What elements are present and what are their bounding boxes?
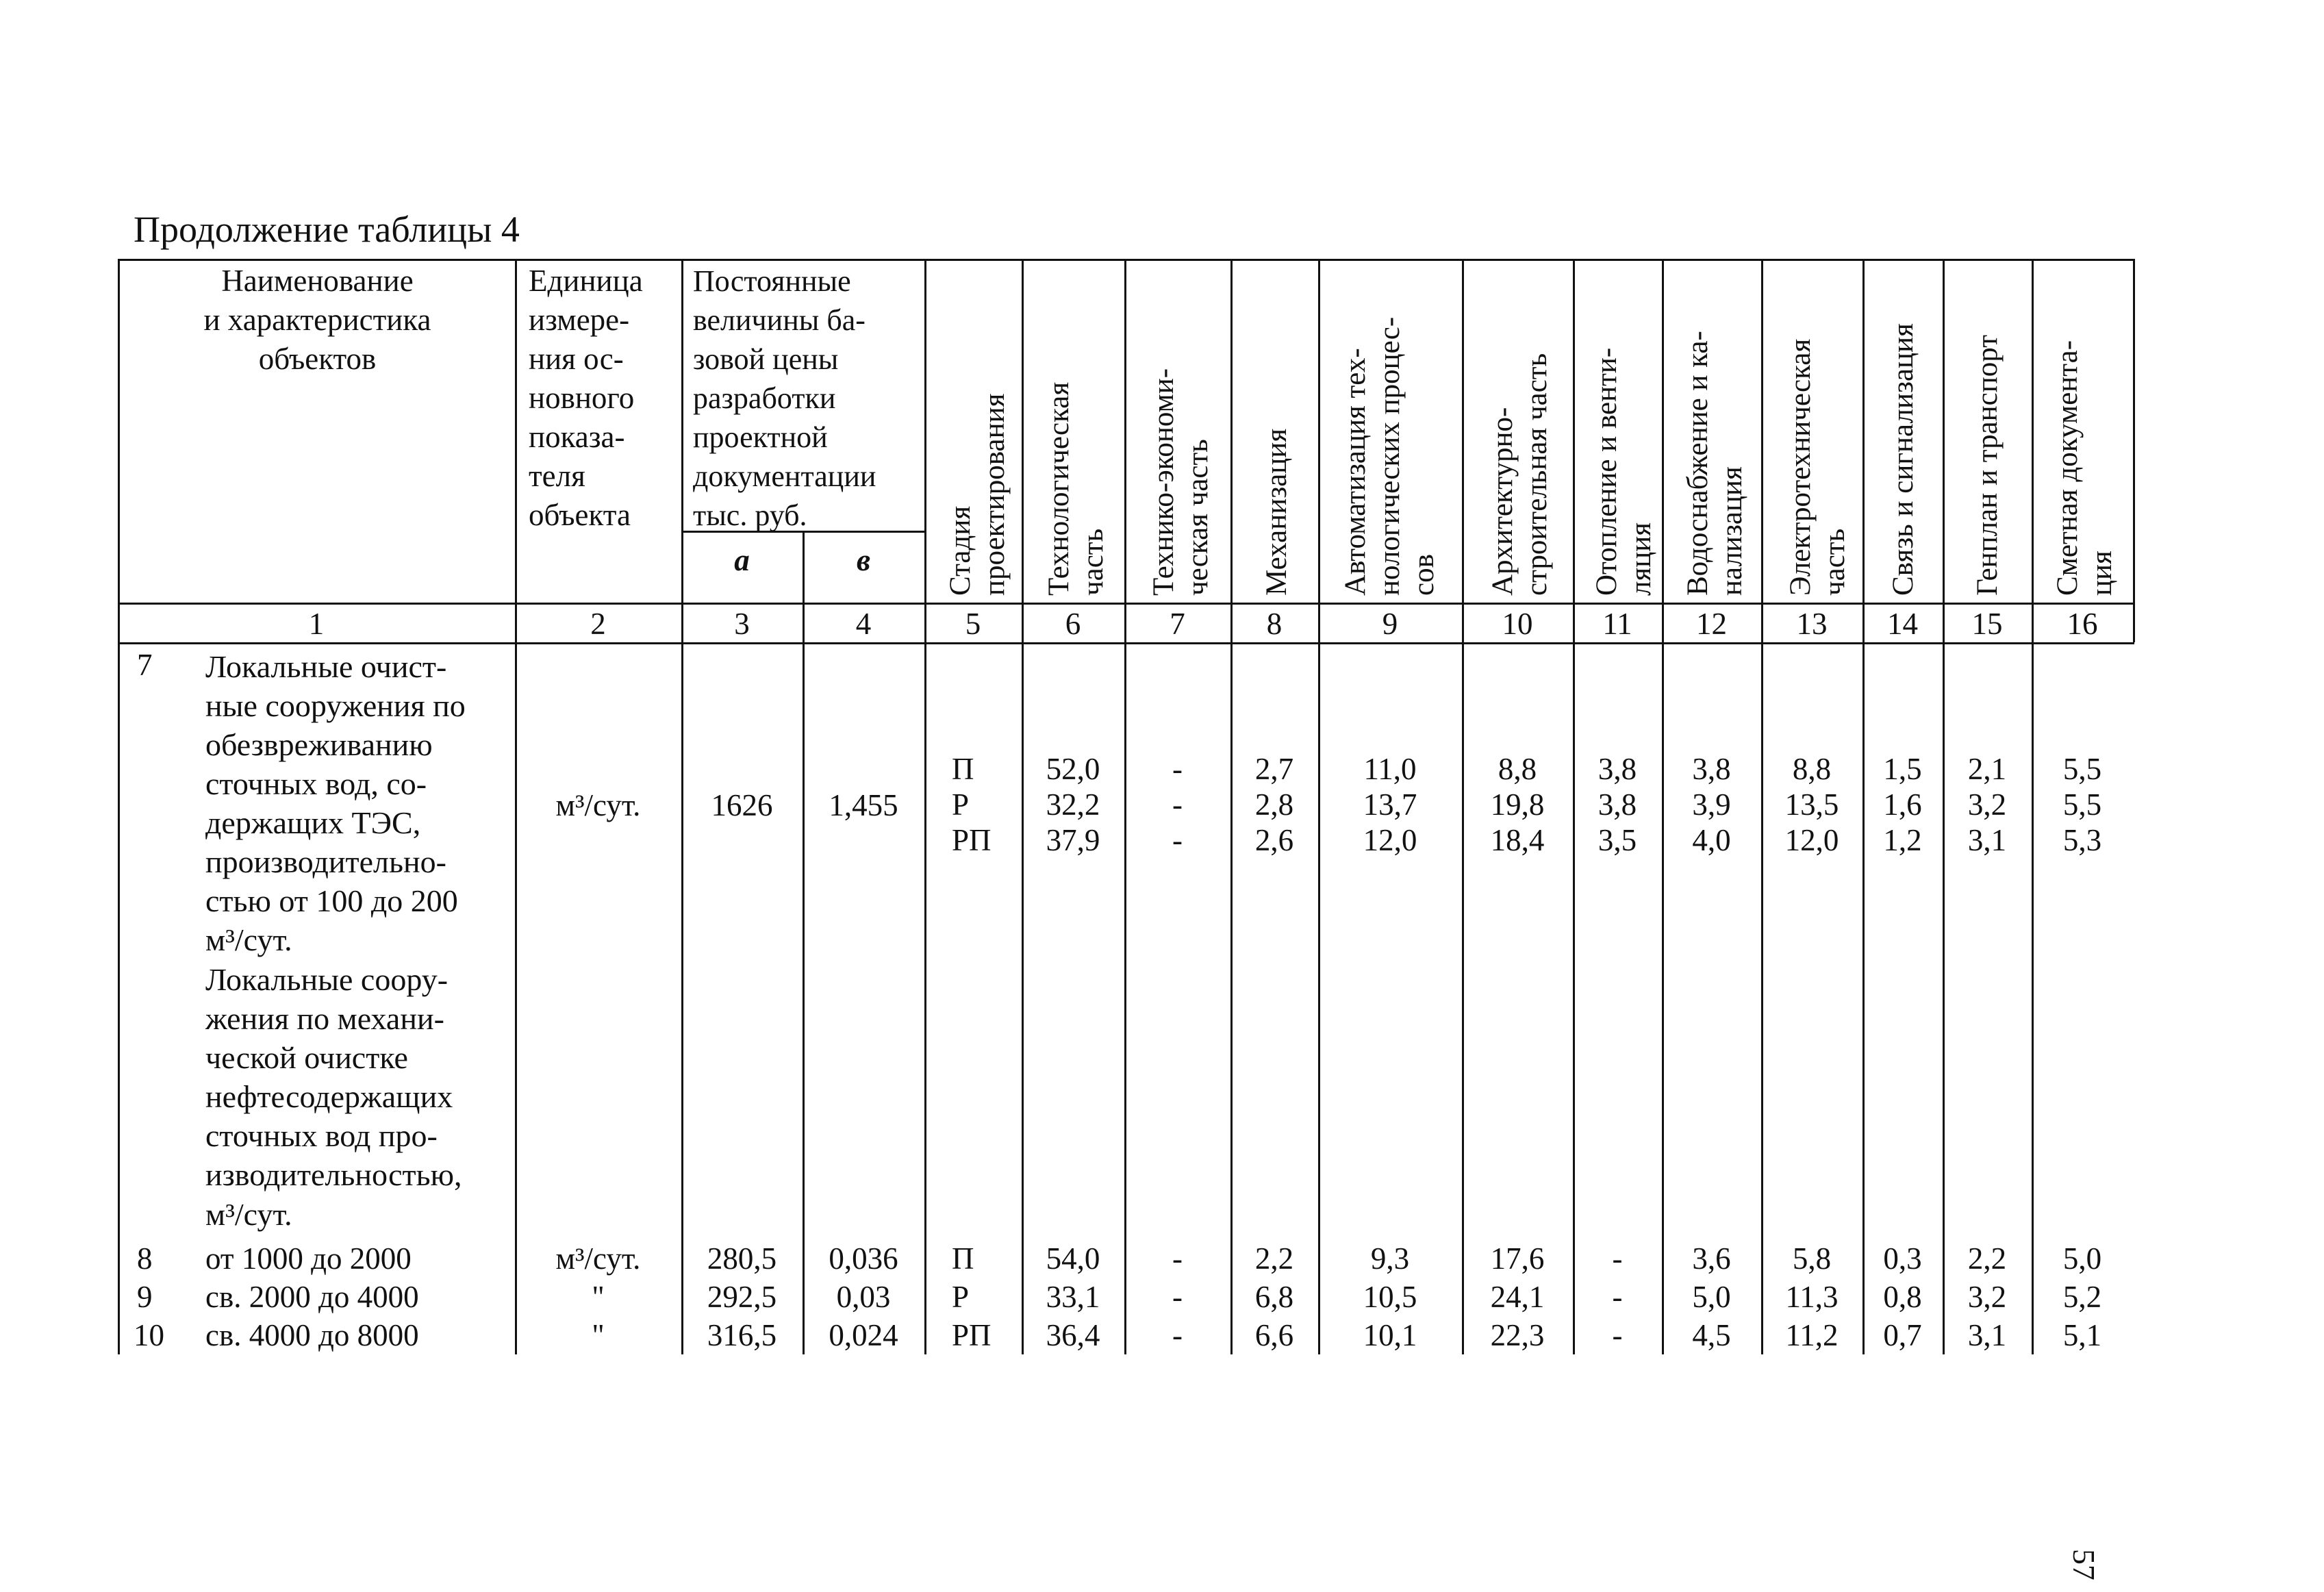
value: 2,8 [1254, 787, 1294, 822]
value-b: 0,024 [829, 1318, 898, 1352]
value-col13 [1761, 751, 1862, 858]
value: - [1172, 1318, 1183, 1352]
header-electrical: Электротехническая часть [1784, 338, 1851, 596]
value: 3,9 [1692, 787, 1731, 822]
stage-value: П [952, 752, 974, 786]
value: 2,6 [1254, 823, 1294, 857]
value: 3,2 [1967, 787, 2007, 822]
value: - [1172, 787, 1183, 822]
header-tech-economic: Технико-экономи- ческая часть [1148, 368, 1214, 596]
column-number: 11 [1602, 607, 1632, 641]
column-number: 9 [1382, 607, 1398, 641]
value: 36,4 [1046, 1318, 1100, 1352]
value: 4,0 [1692, 823, 1731, 857]
value: 18,4 [1490, 823, 1545, 857]
value: 3,1 [1967, 1318, 2007, 1352]
value: 5,8 [1792, 1241, 1832, 1276]
column-number: 4 [855, 607, 872, 641]
unit-cell: " [592, 1318, 605, 1352]
value-b: 0,036 [829, 1241, 898, 1276]
row-number: 9 [137, 1280, 153, 1314]
value-a: 280,5 [707, 1241, 777, 1276]
header-estimate: Сметная документа- ция [2051, 340, 2118, 596]
value: 3,5 [1597, 823, 1637, 857]
value-b: 1,455 [829, 788, 898, 822]
stage-value: РП [952, 1318, 992, 1352]
value: 10,5 [1363, 1280, 1417, 1314]
value: 3,2 [1967, 1280, 2007, 1314]
column-number: 2 [590, 607, 606, 641]
stage-cell [952, 751, 992, 858]
value: - [1172, 1241, 1183, 1276]
value: - [1612, 1318, 1623, 1352]
value: 8,8 [1792, 752, 1832, 786]
value: 1,2 [1883, 823, 1922, 857]
header-water: Водоснабжение и ка- нализация [1682, 331, 1748, 596]
value: 2,2 [1967, 1241, 2007, 1276]
value: 17,6 [1490, 1241, 1545, 1276]
stage-value: Р [952, 787, 970, 822]
value: 3,8 [1597, 752, 1637, 786]
value: 9,3 [1370, 1241, 1410, 1276]
object-name: от 1000 до 2000 [205, 1241, 412, 1276]
row-number: 10 [134, 1318, 164, 1352]
value: 6,8 [1254, 1280, 1294, 1314]
column-number: 10 [1502, 607, 1533, 641]
header-general-plan: Генплан и транспорт [1971, 335, 2004, 596]
unit-cell: м³/сут. [555, 788, 641, 822]
value: 24,1 [1490, 1280, 1545, 1314]
value-col10 [1462, 751, 1573, 858]
value: 22,3 [1490, 1318, 1545, 1352]
value-col9 [1318, 751, 1462, 858]
value-b: 0,03 [836, 1280, 891, 1314]
column-number: 16 [2067, 607, 2098, 641]
header-sub-a: а [734, 543, 750, 577]
header-heating: Отопление и венти- ляция [1591, 347, 1657, 596]
value: 2,1 [1967, 752, 2007, 786]
value: - [1172, 752, 1183, 786]
value: 3,1 [1967, 823, 2007, 857]
value: 12,0 [1363, 823, 1417, 857]
value: 13,5 [1784, 787, 1839, 822]
value-col11 [1573, 751, 1662, 858]
column-number: 8 [1266, 607, 1283, 641]
value: 0,3 [1883, 1241, 1922, 1276]
value-col12 [1662, 751, 1761, 858]
column-number: 12 [1696, 607, 1727, 641]
value: 4,5 [1692, 1318, 1731, 1352]
column-number: 1 [308, 607, 325, 641]
value: 5,0 [2062, 1241, 2102, 1276]
object-name: св. 2000 до 4000 [205, 1280, 419, 1314]
unit-cell: " [592, 1280, 605, 1314]
header-base-price: Постоянные величины ба- зовой цены разработки проектной документации тыс. руб. [693, 264, 876, 532]
value-col6 [1022, 751, 1124, 858]
header-technological: Технологическая часть [1043, 381, 1109, 596]
value: 13,7 [1363, 787, 1417, 822]
group-heading-unit: м³/сут. [205, 1197, 292, 1232]
value-col8 [1230, 751, 1318, 858]
value: - [1172, 1280, 1183, 1314]
object-name-unit: м³/сут. [205, 922, 292, 957]
column-number: 5 [965, 607, 981, 641]
col-divider [803, 531, 805, 1354]
header-unit: Единица измере- ния ос- новного показа- теля объекта [529, 264, 643, 532]
value: 5,5 [2062, 752, 2102, 786]
header-sub-b: в [856, 543, 871, 577]
column-number: 13 [1796, 607, 1828, 641]
value: 11,0 [1363, 752, 1417, 786]
value: 8,8 [1498, 752, 1537, 786]
column-number: 7 [1170, 607, 1185, 641]
object-name: Локальные очист- ные сооружения по обезвреживанию сточных вод, со- держащих ТЭС, производительно- стью от 100 до 200 [205, 649, 466, 918]
value-col16 [2032, 751, 2133, 858]
value: - [1612, 1241, 1623, 1276]
value: 0,7 [1883, 1318, 1922, 1352]
value: 37,9 [1046, 823, 1100, 857]
value: - [1612, 1280, 1623, 1314]
value: 3,8 [1692, 752, 1731, 786]
unit-cell: м³/сут. [555, 1241, 641, 1276]
value: 19,8 [1490, 787, 1545, 822]
header-communication: Связь и сигнализация [1887, 323, 1919, 596]
value: 3,8 [1597, 787, 1637, 822]
value: 3,6 [1692, 1241, 1731, 1276]
value: - [1172, 823, 1183, 857]
value: 0,8 [1883, 1280, 1922, 1314]
value: 5,1 [2062, 1318, 2102, 1352]
value: 33,1 [1046, 1280, 1100, 1314]
value: 5,5 [2062, 787, 2102, 822]
value-col14 [1862, 751, 1943, 858]
group-heading: Локальные соору- жения по механи- ческой очистке нефтесодержащих сточных вод про- изводительностью, [205, 962, 462, 1192]
stage-value: Р [952, 1280, 970, 1314]
column-number: 14 [1887, 607, 1918, 641]
value: 5,3 [2062, 823, 2102, 857]
value: 11,3 [1785, 1280, 1839, 1314]
value: 54,0 [1046, 1241, 1100, 1276]
value: 6,6 [1254, 1318, 1294, 1352]
value-col7 [1124, 751, 1230, 858]
header-architecture: Архитектурно- строительная часть [1487, 353, 1553, 596]
value: 1,6 [1883, 787, 1922, 822]
stage-value: П [952, 1241, 974, 1276]
value: 52,0 [1046, 752, 1100, 786]
value: 10,1 [1363, 1318, 1417, 1352]
column-number: 15 [1971, 607, 2003, 641]
header-stage: Стадия проектирования [944, 393, 1011, 596]
value: 12,0 [1784, 823, 1839, 857]
table-left-border [118, 259, 120, 1354]
object-name: св. 4000 до 8000 [205, 1318, 419, 1352]
row-number: 8 [137, 1241, 153, 1276]
header-mechanization: Механизация [1261, 428, 1293, 596]
header-automation: Автоматизация тех- нологических процес- сов [1339, 316, 1440, 596]
value: 2,7 [1254, 752, 1294, 786]
value: 1,5 [1883, 752, 1922, 786]
column-number: 3 [734, 607, 750, 641]
value: 32,2 [1046, 787, 1100, 822]
table-right-border [2133, 259, 2135, 642]
value-col15 [1943, 751, 2032, 858]
column-number: 6 [1065, 607, 1081, 641]
value-a: 292,5 [707, 1280, 777, 1314]
page-number: 57 [2067, 1549, 2101, 1580]
value: 11,2 [1785, 1318, 1839, 1352]
stage-value: РП [952, 823, 992, 857]
value: 5,0 [1692, 1280, 1731, 1314]
value-a: 316,5 [707, 1318, 777, 1352]
value-a: 1626 [711, 788, 773, 822]
table-caption: Продолжение таблицы 4 [134, 209, 520, 250]
value: 5,2 [2062, 1280, 2102, 1314]
row-number: 7 [137, 648, 153, 682]
value: 2,2 [1254, 1241, 1294, 1276]
header-name: Наименование и характеристика объектов [203, 264, 431, 376]
